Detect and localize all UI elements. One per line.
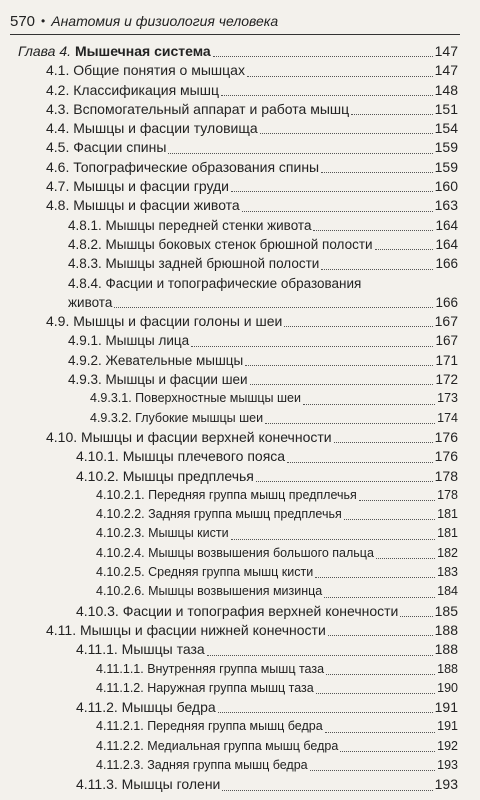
toc-page: 164 bbox=[435, 217, 458, 233]
toc-page: 174 bbox=[437, 410, 458, 425]
toc-page: 172 bbox=[435, 372, 458, 388]
dot-leader bbox=[351, 114, 433, 115]
dot-leader bbox=[260, 133, 433, 134]
toc-page: 163 bbox=[434, 197, 458, 214]
toc-entry: 4.8. Мышцы и фасции живота 163 bbox=[18, 196, 458, 215]
toc-entry: 4.9.1. Мышцы лица 167 bbox=[18, 331, 458, 350]
toc-entry: 4.2. Классификация мышц 148 bbox=[18, 81, 458, 100]
toc-page: 171 bbox=[435, 352, 458, 368]
toc-page: 188 bbox=[437, 661, 458, 676]
toc-entry: 4.4. Мышцы и фасции туловища 154 bbox=[18, 119, 458, 138]
toc-page: 193 bbox=[434, 776, 458, 793]
dot-leader bbox=[247, 76, 433, 77]
dot-leader bbox=[222, 790, 432, 791]
toc-page: 183 bbox=[437, 565, 458, 580]
dot-leader bbox=[168, 153, 432, 154]
toc-page: 188 bbox=[434, 621, 458, 638]
dot-leader bbox=[321, 269, 433, 270]
toc-page: 147 bbox=[434, 62, 458, 79]
toc-page: 160 bbox=[434, 178, 458, 195]
dot-leader bbox=[325, 732, 435, 733]
toc-entry: 4.10.2.1. Передняя группа мышц предплечья 178 bbox=[18, 486, 458, 505]
dot-leader bbox=[256, 481, 433, 482]
page-number: 570 bbox=[10, 12, 36, 30]
running-title: Анатомия и физиология человека bbox=[51, 13, 279, 29]
dot-leader bbox=[284, 326, 432, 327]
toc-page: 148 bbox=[434, 81, 458, 98]
dot-leader bbox=[344, 519, 435, 520]
dot-leader bbox=[334, 442, 433, 443]
toc-page: 166 bbox=[435, 294, 458, 310]
toc-entry: 4.11.1. Мышцы таза 188 bbox=[18, 640, 458, 659]
page-header bbox=[10, 10, 460, 32]
dot-leader bbox=[242, 211, 433, 212]
toc-entry: 4.9.3.1. Поверхностные мышцы шеи 173 bbox=[18, 389, 458, 408]
toc-page: 191 bbox=[434, 699, 458, 716]
toc-entry-line: 4.8.4. Фасции и топографические образования bbox=[68, 275, 362, 291]
dot-leader bbox=[326, 674, 435, 675]
dot-leader bbox=[231, 539, 436, 540]
toc-page: 185 bbox=[434, 602, 458, 619]
toc-entry: 4.6. Топографические образования спины 159 bbox=[18, 158, 458, 177]
dot-leader bbox=[218, 712, 433, 713]
dot-leader bbox=[315, 577, 435, 578]
toc-page: 191 bbox=[437, 719, 458, 734]
toc-entry: 4.9.2. Жевательные мышцы 171 bbox=[18, 351, 458, 370]
toc-entry: 4.11. Мышцы и фасции нижней конечности 188 bbox=[18, 621, 458, 640]
dot-leader bbox=[213, 56, 433, 57]
toc-page: 167 bbox=[435, 333, 458, 349]
dot-leader bbox=[221, 95, 433, 96]
toc-page: 164 bbox=[435, 236, 458, 252]
toc-page: 173 bbox=[437, 391, 458, 406]
dot-leader bbox=[321, 172, 433, 173]
toc-page: 159 bbox=[434, 139, 458, 156]
dot-leader bbox=[114, 307, 433, 308]
toc-page: 178 bbox=[437, 487, 458, 502]
dot-leader bbox=[207, 655, 433, 656]
chapter-prefix: Глава 4. bbox=[18, 43, 72, 59]
toc-entry: 4.11.2.2. Медиальная группа мышц бедра 192 bbox=[18, 737, 458, 756]
toc-page: 178 bbox=[434, 467, 458, 484]
toc-page: 193 bbox=[437, 757, 458, 772]
toc-entry: 4.1. Общие понятия о мышцах 147 bbox=[18, 61, 458, 80]
toc-entry: 4.9.3.2. Глубокие мышцы шеи 174 bbox=[18, 409, 458, 428]
toc-page: 190 bbox=[437, 680, 458, 695]
dot-leader bbox=[400, 616, 432, 617]
dot-leader bbox=[265, 423, 435, 424]
toc-page: 176 bbox=[434, 448, 458, 465]
dot-leader bbox=[287, 462, 433, 463]
dot-leader bbox=[359, 500, 435, 501]
dot-leader bbox=[303, 404, 435, 405]
toc-entry: 4.10.2.5. Средняя группа мышц кисти 183 bbox=[18, 563, 458, 582]
dot-leader bbox=[191, 346, 433, 347]
toc-entry: 4.10.1. Мышцы плечевого пояса 176 bbox=[18, 447, 458, 466]
toc-page: 181 bbox=[437, 526, 458, 541]
dot-leader bbox=[324, 597, 435, 598]
toc-page: 181 bbox=[437, 507, 458, 522]
dot-leader bbox=[231, 191, 433, 192]
toc-page: 192 bbox=[437, 738, 458, 753]
toc-entry: 4.10.2. Мышцы предплечья 178 bbox=[18, 467, 458, 486]
toc-entry: 4.11.1.2. Наружная группа мышц таза 190 bbox=[18, 679, 458, 698]
chapter-title: Мышечная система bbox=[74, 43, 211, 59]
toc-page: 151 bbox=[434, 100, 458, 117]
toc-entry: 4.5. Фасции спины 159 bbox=[18, 138, 458, 157]
toc-entry: 4.10. Мышцы и фасции верхней конечности 176 bbox=[18, 428, 458, 447]
header-rule bbox=[10, 34, 460, 35]
toc-entry: живота 166 bbox=[18, 293, 458, 312]
dot-leader bbox=[376, 558, 435, 559]
toc-page: 182 bbox=[437, 545, 458, 560]
toc-entry: 4.11.2. Мышцы бедра 191 bbox=[18, 698, 458, 717]
toc-entry: 4.8.3. Мышцы задней брюшной полости 166 bbox=[18, 254, 458, 273]
toc-entry: 4.11.3. Мышцы голени 193 bbox=[18, 775, 458, 794]
table-of-contents bbox=[18, 42, 458, 795]
toc-entry: 4.10.3. Фасции и топография верхней конечности 185 bbox=[18, 602, 458, 621]
toc-entry: 4.9.3. Мышцы и фасции шеи 172 bbox=[18, 370, 458, 389]
toc-entry: 4.10.2.4. Мышцы возвышения большого пальца 182 bbox=[18, 544, 458, 563]
toc-entry: 4.10.2.3. Мышцы кисти 181 bbox=[18, 524, 458, 543]
dot-leader bbox=[340, 751, 435, 752]
toc-page: 184 bbox=[437, 584, 458, 599]
dot-leader bbox=[250, 384, 434, 385]
toc-entry: 4.11.2.1. Передняя группа мышц бедра 191 bbox=[18, 717, 458, 736]
dot-leader bbox=[328, 635, 433, 636]
toc-page: 154 bbox=[434, 120, 458, 137]
toc-entry: 4.3. Вспомогательный аппарат и работа мышц 151 bbox=[18, 100, 458, 119]
toc-entry: 4.8.1. Мышцы передней стенки живота 164 bbox=[18, 216, 458, 235]
toc-entry: 4.7. Мышцы и фасции груди 160 bbox=[18, 177, 458, 196]
toc-entry: 4.11.1.1. Внутренняя группа мышц таза 188 bbox=[18, 660, 458, 679]
dot-leader bbox=[245, 365, 433, 366]
toc-chapter bbox=[18, 42, 458, 61]
toc-entry: 4.11.2.3. Задняя группа мышц бедра 193 bbox=[18, 756, 458, 775]
toc-entry: 4.9. Мышцы и фасции голоны и шеи 167 bbox=[18, 312, 458, 331]
dot-leader bbox=[313, 230, 433, 231]
dot-leader bbox=[375, 249, 434, 250]
toc-entry: 4.8.2. Мышцы боковых стенок брюшной полости 164 bbox=[18, 235, 458, 254]
toc-page: 176 bbox=[434, 428, 458, 445]
dot-leader bbox=[310, 770, 436, 771]
header-separator: • bbox=[41, 14, 46, 28]
toc-page: 188 bbox=[434, 641, 458, 658]
toc-page: 147 bbox=[434, 43, 458, 59]
toc-entry: 4.10.2.6. Мышцы возвышения мизинца 184 bbox=[18, 582, 458, 601]
dot-leader bbox=[316, 693, 435, 694]
toc-page: 166 bbox=[435, 256, 458, 272]
toc-page: 159 bbox=[434, 158, 458, 175]
toc-entry: 4.10.2.2. Задняя группа мышц предплечья 181 bbox=[18, 505, 458, 524]
toc-page: 167 bbox=[434, 313, 458, 330]
